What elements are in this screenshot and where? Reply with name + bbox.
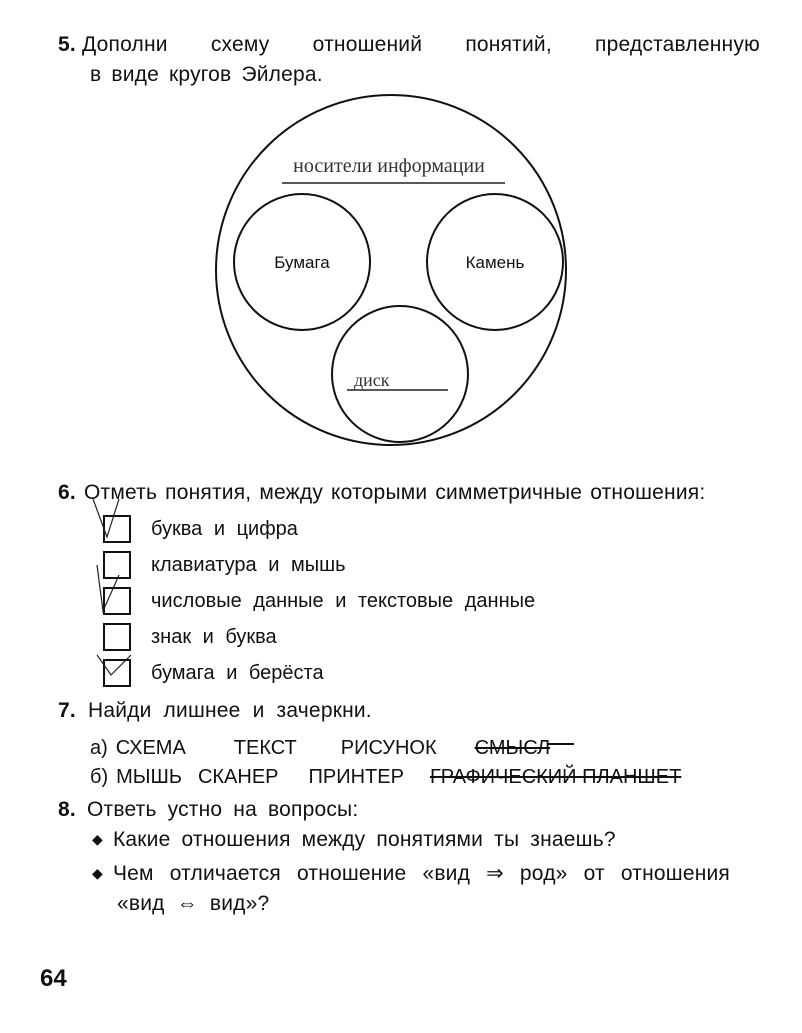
checkbox-row[interactable] [103,551,346,579]
q7-number: 7. [58,699,76,722]
diamond-bullet-icon: ◆ [92,831,103,847]
euler-diagram [0,0,802,470]
word: СХЕМА [115,737,186,759]
row-prefix: а) [90,737,108,759]
checkmark-icon [97,565,137,615]
q7-row-b [90,766,681,789]
q5-word: отношений [312,33,423,56]
word: МЫШЬ [116,766,182,788]
checkbox-label: знак и буква [151,625,277,648]
word: СКАНЕР [197,766,279,788]
page-number: 64 [40,965,67,992]
checkbox-row[interactable] [103,587,535,615]
q8-number: 8. [58,798,76,821]
q6-text: Отметь понятия, между которыми симметричные отношения: [83,481,706,504]
circle-stone-label: Камень [465,253,525,272]
q5-number: 5. [58,33,76,56]
q7-text: Найди лишнее и зачеркни. [87,699,372,722]
q8-bullet-2-continued: «вид ⇔ вид»? [117,892,270,915]
q8-bullet-2 [92,861,760,886]
checkbox[interactable] [103,659,131,687]
checkbox[interactable] [103,623,131,651]
struck-word[interactable]: СМЫСЛ [474,737,551,759]
q5-word: Дополни [81,33,168,56]
checkbox-row[interactable] [103,515,298,543]
q5-word: схему [210,33,270,56]
bullet-text: Какие отношения между понятиями ты знаешь? [112,828,616,851]
diamond-bullet-icon: ◆ [92,865,103,881]
q5-word: понятий, [465,33,552,56]
checkmark-icon [97,655,137,695]
q8-bullet-1 [92,828,616,852]
checkbox-label: числовые данные и текстовые данные [151,589,536,612]
outer-label: носители информации [293,155,485,177]
struck-word[interactable]: ГРАФИЧЕСКИЙ ПЛАНШЕТ [429,766,682,788]
q8-text: Ответь устно на вопросы: [86,798,359,821]
checkbox-label: бумага и берёста [151,661,324,684]
strike-extension [548,743,574,760]
circle-disk-label: диск [354,370,390,390]
q5-word: представленную [595,33,760,56]
q6-number: 6. [58,481,76,504]
word: ТЕКСТ [233,737,297,759]
checkbox[interactable] [103,587,131,615]
q8-heading [58,798,358,822]
q5-line2: в виде кругов Эйлера. [90,63,323,86]
checkbox-row[interactable] [103,623,277,651]
q6-heading [58,481,705,505]
checkmark-icon [93,489,133,539]
q7-row-a [90,737,574,760]
circle-disk [332,306,468,442]
bullet-text: Чем отличается отношение «вид ⇒ род» от отношения [112,862,731,885]
checkbox-row[interactable] [103,659,324,687]
row-prefix: б) [90,766,109,788]
word: ПРИНТЕР [308,766,404,788]
checkbox-label: буква и цифра [151,517,298,540]
word: РИСУНОК [340,737,437,759]
circle-paper-label: Бумага [274,253,330,272]
q7-heading [58,699,372,723]
checkbox-label: клавиатура и мышь [151,553,346,576]
checkbox[interactable] [103,515,131,543]
